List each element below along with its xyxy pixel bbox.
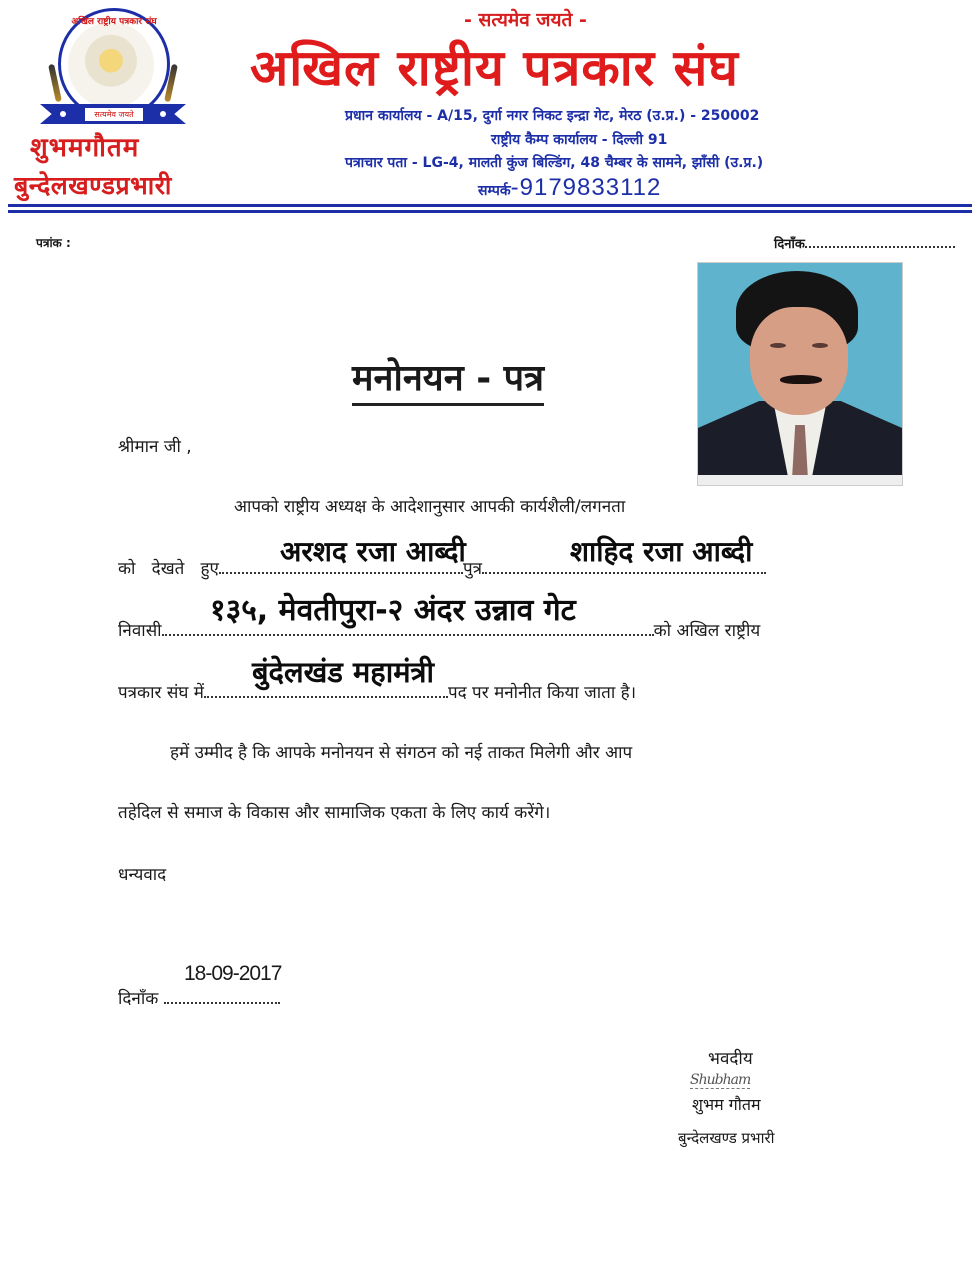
nominated-position: बुंदेलखंड महामंत्री [252, 655, 435, 689]
paragraph-2-line-2: तहेदिल से समाज के विकास और सामाजिक एकता के लिए कार्य करेंगे। [118, 803, 551, 823]
photo-face-front [750, 307, 848, 415]
top-date-dots [805, 232, 955, 248]
photo-eye [770, 343, 786, 348]
top-date-label: दिनाँक [774, 237, 805, 252]
signatory-name: शुभम गौतम [692, 1095, 761, 1114]
photo-eye [812, 343, 828, 348]
line4-prefix: पत्रकार संघ में [118, 683, 204, 703]
contact-label: सम्पर्क [478, 183, 511, 199]
logo-ribbon-text: सत्यमेव जयते [84, 107, 144, 122]
issuer-role: बुन्देलखण्डप्रभारी [14, 171, 172, 200]
top-date-field [774, 232, 955, 252]
camp-office-address: राष्ट्रीय कैम्प कार्यालय - दिल्ली 91 [491, 132, 668, 148]
photo-mustache [780, 375, 822, 384]
header-divider [8, 210, 972, 213]
signature-yours: भवदीय [708, 1049, 753, 1069]
line3-suffix: को अखिल राष्ट्रीय [653, 621, 761, 641]
logo-ring-text: अखिल राष्ट्रीय पत्रकार संघ [71, 17, 157, 27]
handwritten-signature: Shubham [690, 1072, 751, 1088]
letter-date-dots [164, 988, 280, 1004]
correspondence-address: पत्राचार पता - LG-4, मालती कुंज बिल्डिंग, 48 चैम्बर के सामने, झाँसी (उ.प्र.) [345, 155, 764, 171]
ribbon-dot-icon [60, 111, 66, 117]
motto: - सत्यमेव जयते - [464, 9, 587, 31]
nominee-name: अरशद रजा आब्दी [280, 535, 466, 568]
issuer-name: शुभमगौतम [30, 133, 140, 163]
reference-label: पत्रांक : [36, 236, 71, 250]
line2-prefix: को देखते हुए [118, 559, 219, 579]
letter-date-label: दिनाँक [118, 989, 159, 1009]
contact-info [478, 174, 661, 202]
goddess-emblem-icon [68, 22, 154, 108]
line4-suffix: पद पर मनोनीत किया जाता है। [447, 683, 637, 703]
contact-number: -9179833112 [510, 174, 662, 201]
organization-logo [38, 6, 188, 126]
header-divider [8, 204, 972, 207]
letter-date-field [118, 986, 280, 1009]
body-line-1: आपको राष्ट्रीय अध्यक्ष के आदेशानुसार आपकी कार्यशैली/लगनता [234, 497, 626, 517]
paragraph-2-line-1: हमें उम्मीद है कि आपके मनोनयन से संगठन को नई ताकत मिलेगी और आप [170, 743, 633, 763]
father-name: शाहिद रजा आब्दी [570, 535, 753, 568]
photo-caption-strip [698, 475, 902, 486]
line3-prefix: निवासी [118, 621, 162, 641]
letter-title: मनोनयन - पत्र [352, 352, 544, 406]
ribbon-dot-icon [160, 111, 166, 117]
closing-thanks: धन्यवाद [118, 865, 167, 885]
letter-date-value: 18-09-2017 [184, 962, 282, 985]
line2-son-of: पुत्र [462, 559, 482, 579]
passport-photo [697, 262, 903, 486]
salutation: श्रीमान जी , [118, 437, 192, 457]
organization-title: अखिल राष्ट्रीय पत्रकार संघ [250, 39, 739, 97]
signatory-role: बुन्देलखण्ड प्रभारी [678, 1129, 775, 1147]
nominee-address: १३५, मेवतीपुरा-२ अंदर उन्नाव गेट [210, 593, 576, 628]
head-office-address: प्रधान कार्यालय - A/15, दुर्गा नगर निकट इन्द्रा गेट, मेरठ (उ.प्र.) - 250002 [345, 108, 760, 124]
